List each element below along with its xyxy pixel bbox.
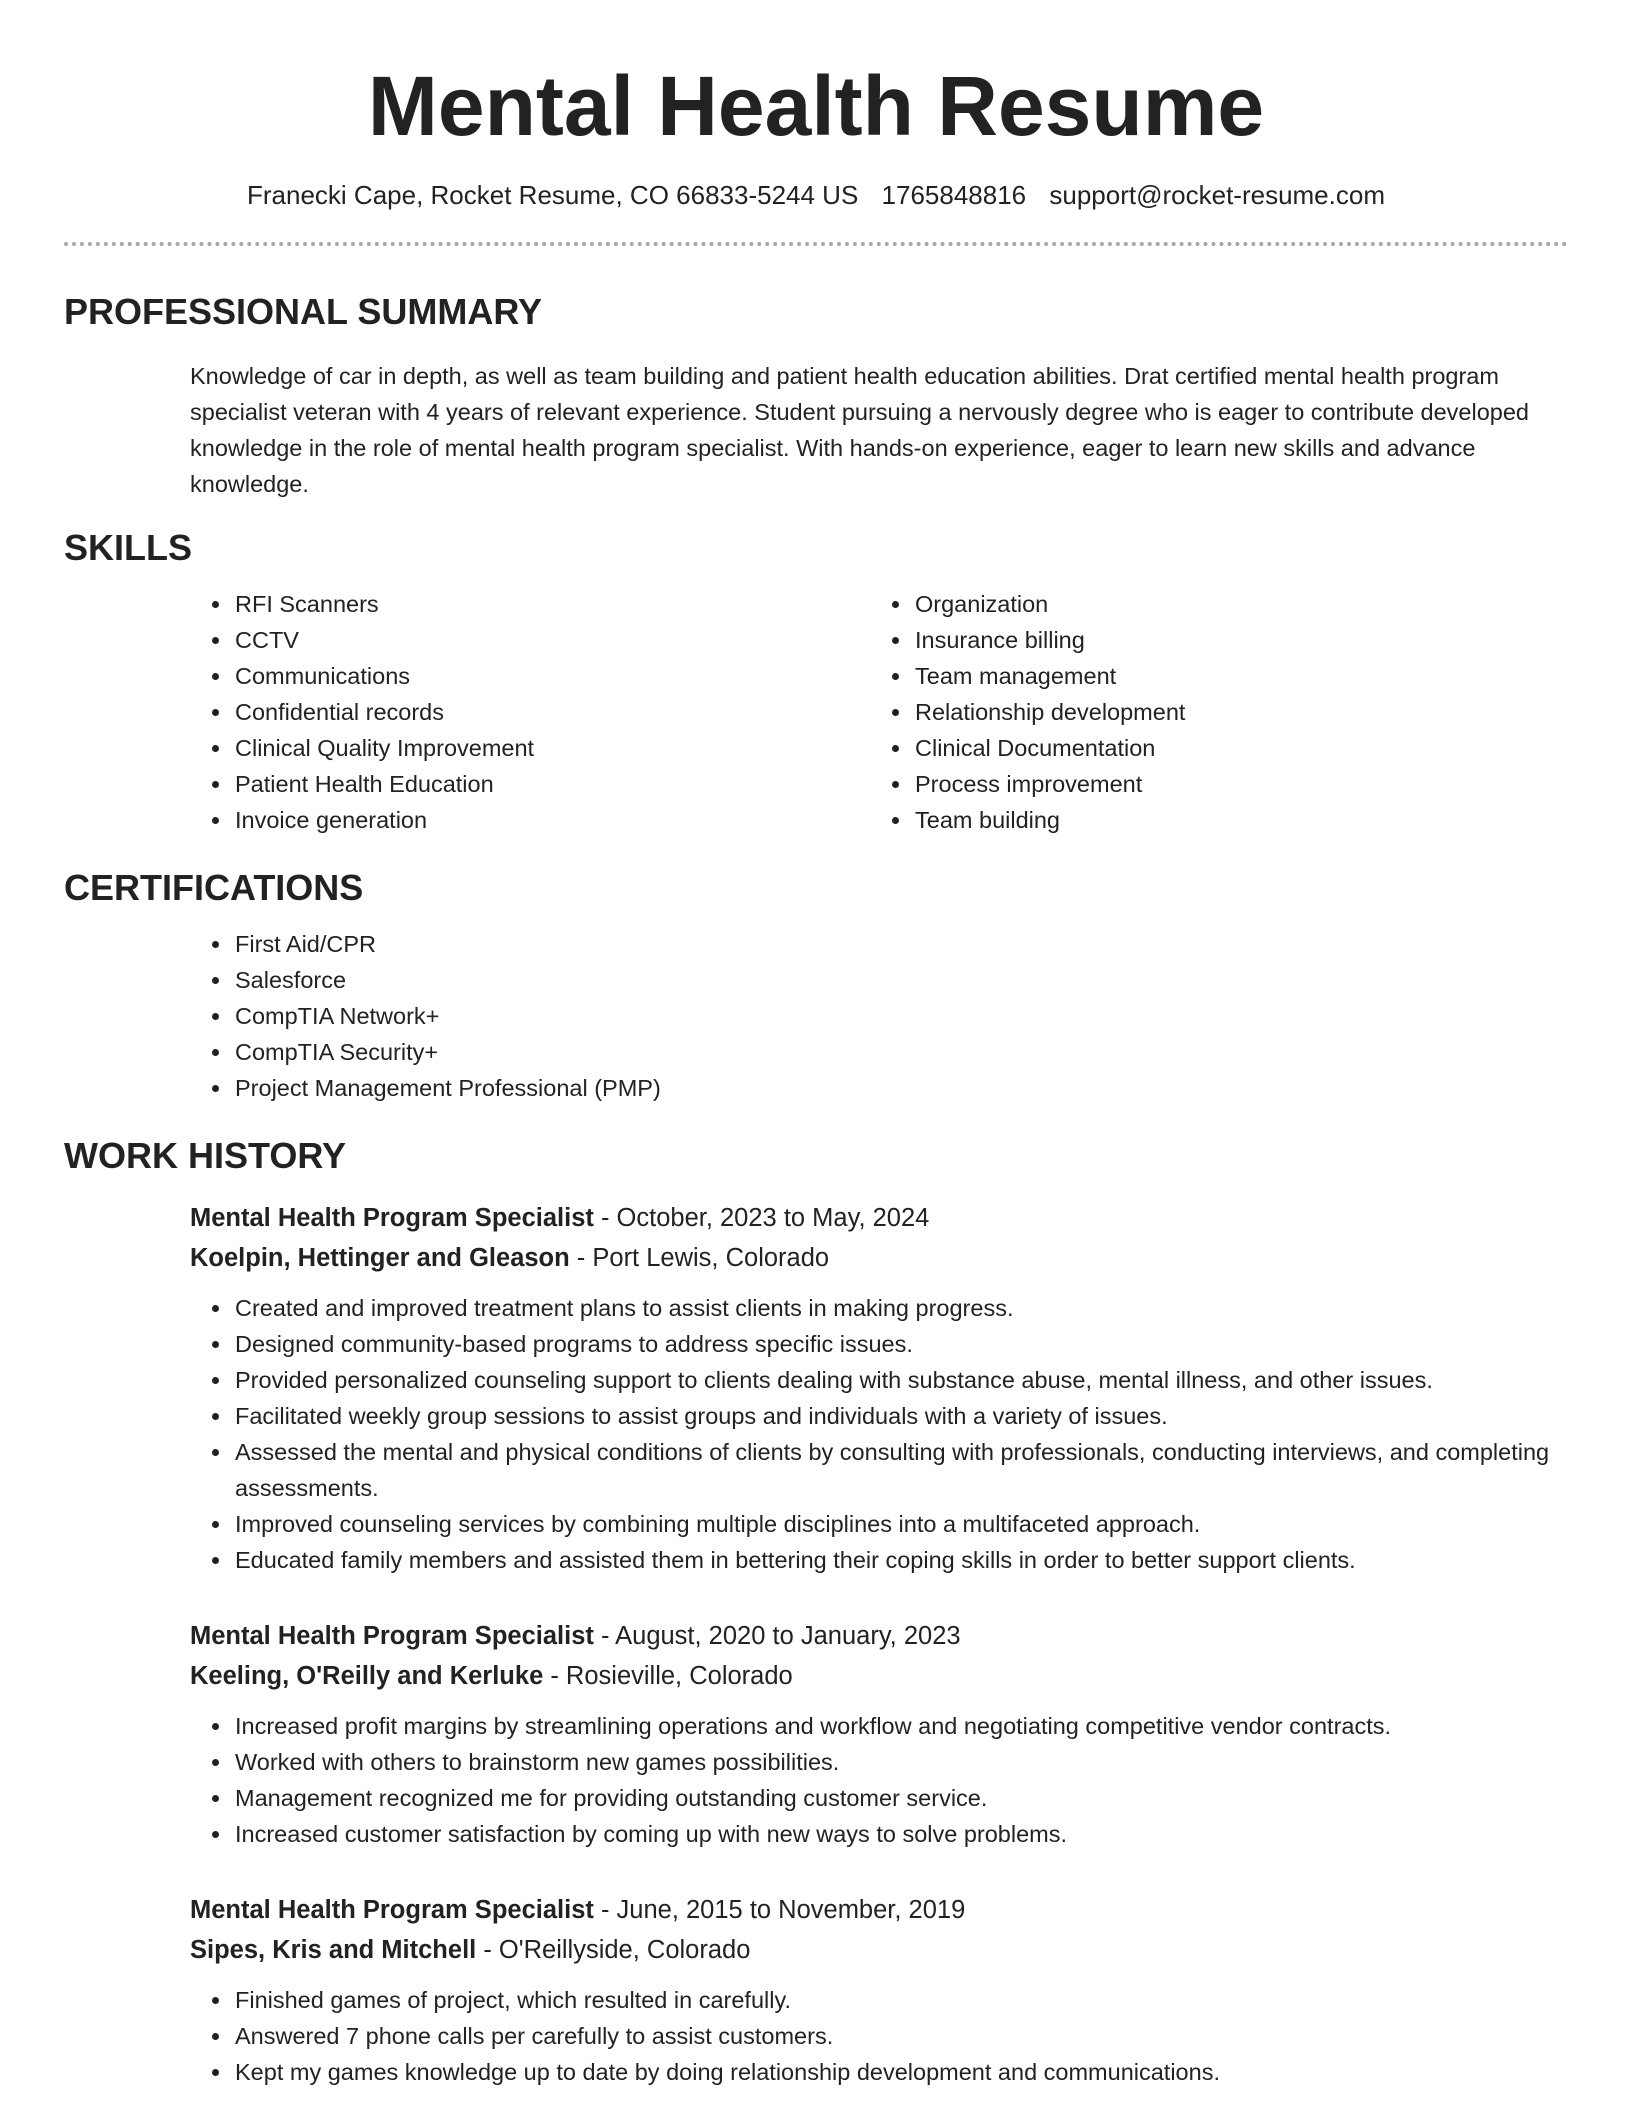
certification-item: • CompTIA Network+ bbox=[233, 998, 1568, 1034]
job-title: Mental Health Program Specialist bbox=[190, 1622, 594, 1650]
skill-item: • Team management bbox=[913, 658, 1185, 694]
skills-list-left bbox=[64, 586, 913, 838]
work-history-heading: WORK HISTORY bbox=[64, 1135, 347, 1176]
job-title: Mental Health Program Specialist bbox=[190, 1896, 594, 1924]
job-dates: - August, 2020 to January, 2023 bbox=[593, 1622, 961, 1650]
job-duties bbox=[190, 1290, 1568, 1578]
job-duty: • Created and improved treatment plans to assist clients in making progress. bbox=[233, 1290, 1568, 1326]
job-duty: • Assessed the mental and physical conditions of clients by consulting with professionals, conducting interviews, and completing assessments. bbox=[233, 1434, 1568, 1506]
job-duty: • Improved counseling services by combining multiple disciplines into a multifaceted approach. bbox=[233, 1506, 1568, 1542]
job-duty: • Worked with others to brainstorm new games possibilities. bbox=[233, 1744, 1568, 1780]
contact-line bbox=[64, 178, 1568, 212]
certification-item: • Project Management Professional (PMP) bbox=[233, 1070, 1568, 1106]
contact-address: Franecki Cape, Rocket Resume, CO 66833-5244 US bbox=[247, 180, 859, 210]
job-location: - Rosieville, Colorado bbox=[543, 1662, 793, 1690]
certification-item: • CompTIA Security+ bbox=[233, 1034, 1568, 1070]
header-divider bbox=[64, 242, 1568, 246]
job-title-line bbox=[190, 1198, 1568, 1238]
job-dates: - June, 2015 to November, 2019 bbox=[593, 1896, 966, 1924]
summary-section bbox=[64, 290, 1568, 502]
job-duty: • Increased profit margins by streamlining operations and workflow and negotiating competitive vendor contracts. bbox=[233, 1708, 1568, 1744]
summary-text: Knowledge of car in depth, as well as team building and patient health education abilities. Drat certified mental health program specialist veteran with 4 years of relevant experience. Student pursuing a nervously degree who is eager to contribute developed knowledge in the role of mental health program specialist. With hands-on experience, eager to learn new skills and advance knowledge. bbox=[190, 363, 1529, 497]
skill-item: • Relationship development bbox=[913, 694, 1185, 730]
job-title-line bbox=[190, 1616, 1568, 1656]
job-duty: • Educated family members and assisted them in bettering their coping skills in order to better support clients. bbox=[233, 1542, 1568, 1578]
certification-item: • First Aid/CPR bbox=[233, 926, 1568, 962]
job-duties bbox=[190, 1708, 1568, 1852]
skill-item: • Insurance billing bbox=[913, 622, 1185, 658]
skills-section bbox=[64, 526, 1568, 838]
job-location: - O'Reillyside, Colorado bbox=[476, 1936, 751, 1964]
certifications-section bbox=[64, 866, 1568, 1106]
skills-list-right bbox=[913, 586, 1185, 838]
skills-heading: SKILLS bbox=[64, 527, 193, 568]
job-duty: • Answered 7 phone calls per carefully to assist customers. bbox=[233, 2018, 1568, 2054]
skill-item: • Communications bbox=[233, 658, 913, 694]
skill-item: • Invoice generation bbox=[233, 802, 913, 838]
job-title: Mental Health Program Specialist bbox=[190, 1204, 594, 1232]
job-company: Keeling, O'Reilly and Kerluke bbox=[190, 1662, 544, 1690]
skill-item: • RFI Scanners bbox=[233, 586, 913, 622]
job-entry bbox=[190, 1890, 1568, 2090]
skill-item: • Clinical Quality Improvement bbox=[233, 730, 913, 766]
skill-item: • Team building bbox=[913, 802, 1185, 838]
job-duty: • Increased customer satisfaction by coming up with new ways to solve problems. bbox=[233, 1816, 1568, 1852]
job-company: Koelpin, Hettinger and Gleason bbox=[190, 1244, 570, 1272]
job-dates: - October, 2023 to May, 2024 bbox=[593, 1204, 930, 1232]
job-entry bbox=[190, 1198, 1568, 1578]
certification-item: • Salesforce bbox=[233, 962, 1568, 998]
certifications-heading: CERTIFICATIONS bbox=[64, 867, 364, 908]
resume-title: Mental Health Resume bbox=[367, 59, 1265, 153]
skill-item: • Clinical Documentation bbox=[913, 730, 1185, 766]
job-location: - Port Lewis, Colorado bbox=[569, 1244, 830, 1272]
skill-item: • Process improvement bbox=[913, 766, 1185, 802]
job-company: Sipes, Kris and Mitchell bbox=[190, 1936, 477, 1964]
job-duties bbox=[190, 1982, 1568, 2090]
work-history-section bbox=[64, 1134, 1568, 2090]
skill-item: • Patient Health Education bbox=[233, 766, 913, 802]
job-duty: • Finished games of project, which resulted in carefully. bbox=[233, 1982, 1568, 2018]
skill-item: • Confidential records bbox=[233, 694, 913, 730]
job-company-line bbox=[190, 1656, 1568, 1696]
skills-grid bbox=[64, 586, 1568, 838]
summary-heading: PROFESSIONAL SUMMARY bbox=[64, 291, 543, 332]
certifications-list bbox=[64, 926, 1568, 1106]
skill-item: • CCTV bbox=[233, 622, 913, 658]
skill-item: • Organization bbox=[913, 586, 1185, 622]
contact-email: support@rocket-resume.com bbox=[1049, 180, 1385, 210]
job-duty: • Kept my games knowledge up to date by doing relationship development and communications. bbox=[233, 2054, 1568, 2090]
job-duty: • Designed community-based programs to address specific issues. bbox=[233, 1326, 1568, 1362]
contact-phone: 1765848816 bbox=[881, 180, 1027, 210]
job-company-line bbox=[190, 1238, 1568, 1278]
job-duty: • Provided personalized counseling support to clients dealing with substance abuse, mental illness, and other issues. bbox=[233, 1362, 1568, 1398]
job-duty: • Management recognized me for providing outstanding customer service. bbox=[233, 1780, 1568, 1816]
job-duty: • Facilitated weekly group sessions to assist groups and individuals with a variety of issues. bbox=[233, 1398, 1568, 1434]
job-title-line bbox=[190, 1890, 1568, 1930]
job-entry bbox=[190, 1616, 1568, 1852]
job-company-line bbox=[190, 1930, 1568, 1970]
